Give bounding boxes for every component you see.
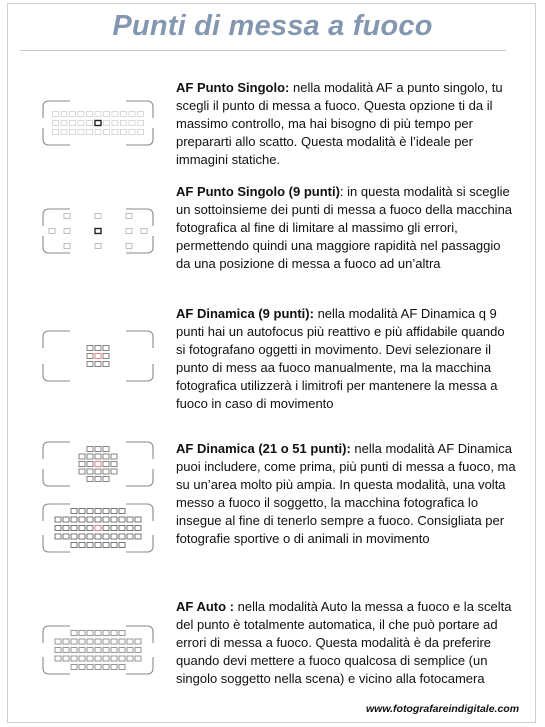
focus-point (95, 477, 101, 482)
focus-point (95, 121, 101, 126)
section-single-point (176, 79, 516, 169)
focus-point (63, 517, 69, 522)
focus-point (112, 121, 118, 126)
focus-point (64, 229, 70, 234)
focus-point (95, 214, 101, 219)
focus-point (61, 121, 67, 126)
focus-point (71, 656, 77, 661)
focus-point (95, 362, 101, 367)
focus-point (87, 447, 93, 452)
focus-point (70, 112, 76, 117)
focus-point (63, 526, 69, 531)
focus-point (95, 346, 101, 351)
focus-point (87, 526, 93, 531)
focus-point (103, 477, 109, 482)
focus-point (119, 665, 125, 670)
section-body: nella modalità AF Dinamica q 9 punti hai un autofocus più reattivo e più affidabile quando si fotografano oggetti in movimento. Devi selezionare il punto di mess aa fuoco manualmente, ma la macchina fotografica utilizzerà i limitrofi per mantenere la messa a fuoco in caso di movimento (176, 306, 505, 411)
focus-point (129, 121, 135, 126)
focus-point (55, 639, 61, 644)
focus-point (61, 130, 67, 135)
focus-point (79, 469, 85, 474)
focus-point (71, 534, 77, 539)
focus-point (119, 517, 125, 522)
focus-point (95, 130, 101, 135)
focus-point (55, 656, 61, 661)
focus-point (126, 214, 132, 219)
focus-point (70, 121, 76, 126)
focus-point (103, 346, 109, 351)
focus-point (95, 454, 101, 459)
title-divider (20, 50, 506, 51)
focus-point (95, 462, 101, 467)
focus-point (49, 229, 55, 234)
focus-point (87, 469, 93, 474)
focus-point (135, 526, 141, 531)
focus-point (95, 469, 101, 474)
focus-point (53, 121, 59, 126)
focus-point (103, 631, 109, 636)
focus-point (95, 244, 101, 249)
focus-point (135, 639, 141, 644)
focus-point (138, 130, 144, 135)
focus-point (129, 112, 135, 117)
focus-point (119, 534, 125, 539)
focus-point (87, 346, 93, 351)
viewfinder-dynamic-51-points-icon (42, 503, 154, 553)
focus-point (95, 229, 101, 234)
viewfinder-single-point-icon (42, 100, 154, 146)
focus-point (79, 648, 85, 653)
focus-point (95, 112, 101, 117)
focus-point (135, 517, 141, 522)
section-body: nella modalità Auto la messa a fuoco e la scelta del punto è totalmente automatica, il che può portare ad errori di messa a fuoco. Questa modalità è da preferire quando devi mettere a fuoco qualcosa di semplice (un singolo soggetto nella scena) e vicino alla fotocamera (176, 599, 512, 686)
focus-point (78, 130, 84, 135)
focus-point (103, 509, 109, 514)
focus-point (87, 631, 93, 636)
focus-point (79, 462, 85, 467)
focus-point (63, 534, 69, 539)
focus-point (111, 454, 117, 459)
focus-point (119, 543, 125, 548)
focus-point (87, 362, 93, 367)
focus-point (138, 112, 144, 117)
section-auto (176, 598, 516, 688)
focus-point (95, 648, 101, 653)
focus-point (111, 469, 117, 474)
focus-point (63, 639, 69, 644)
section-single-9-points (176, 183, 516, 273)
focus-point (103, 656, 109, 661)
focus-point (103, 665, 109, 670)
focus-point (135, 534, 141, 539)
focus-point (71, 631, 77, 636)
section-heading: AF Punto Singolo (9 punti) (176, 184, 340, 199)
focus-point (126, 244, 132, 249)
focus-point (103, 362, 109, 367)
viewfinder-corner (126, 331, 153, 348)
viewfinder-auto-icon (42, 625, 154, 675)
focus-point (127, 534, 133, 539)
focus-point (104, 112, 110, 117)
focus-point (87, 534, 93, 539)
viewfinder-corner (126, 364, 153, 381)
focus-point (103, 543, 109, 548)
focus-point (87, 648, 93, 653)
focus-point (63, 648, 69, 653)
focus-point (111, 648, 117, 653)
focus-point (53, 112, 59, 117)
focus-point (79, 665, 85, 670)
focus-point (95, 534, 101, 539)
section-dynamic-21-51-points (176, 440, 516, 548)
focus-point (111, 462, 117, 467)
focus-point (95, 517, 101, 522)
focus-point (121, 112, 127, 117)
focus-point (71, 517, 77, 522)
focus-point (135, 648, 141, 653)
page-title: Punti di messa a fuoco (112, 10, 433, 42)
viewfinder-corner (126, 442, 153, 459)
viewfinder-single-9-points-icon (42, 208, 154, 254)
focus-point (127, 648, 133, 653)
focus-point (87, 477, 93, 482)
focus-point (119, 509, 125, 514)
focus-point (95, 665, 101, 670)
viewfinder-corner (126, 469, 153, 486)
focus-point (61, 112, 67, 117)
focus-point (63, 656, 69, 661)
focus-point (87, 112, 93, 117)
focus-point (79, 543, 85, 548)
focus-point (111, 543, 117, 548)
focus-point (119, 526, 125, 531)
focus-point (127, 639, 133, 644)
focus-point (129, 130, 135, 135)
focus-point (79, 509, 85, 514)
focus-point (103, 469, 109, 474)
focus-point (55, 517, 61, 522)
focus-point (87, 656, 93, 661)
focus-point (87, 121, 93, 126)
viewfinder-corner (43, 364, 70, 381)
focus-point (71, 526, 77, 531)
focus-point (79, 639, 85, 644)
focus-point (103, 639, 109, 644)
focus-point (87, 462, 93, 467)
focus-point (78, 112, 84, 117)
focus-point (79, 517, 85, 522)
focus-point (87, 639, 93, 644)
focus-point (53, 130, 59, 135)
focus-point (119, 639, 125, 644)
focus-point (111, 509, 117, 514)
focus-point (95, 509, 101, 514)
focus-point (95, 639, 101, 644)
focus-point (111, 631, 117, 636)
focus-point (103, 354, 109, 359)
focus-point (71, 543, 77, 548)
focus-point (95, 354, 101, 359)
focus-point (111, 639, 117, 644)
focus-point (87, 665, 93, 670)
viewfinder-corner (43, 469, 70, 486)
focus-point (79, 526, 85, 531)
section-heading: AF Punto Singolo: (176, 80, 290, 95)
focus-point (121, 121, 127, 126)
focus-point (79, 534, 85, 539)
focus-point (95, 656, 101, 661)
focus-point (103, 517, 109, 522)
viewfinder-dynamic-9-points-icon (42, 330, 154, 382)
focus-point (87, 543, 93, 548)
focus-point (79, 656, 85, 661)
focus-point (111, 534, 117, 539)
focus-point (103, 534, 109, 539)
focus-point (119, 648, 125, 653)
focus-point (78, 121, 84, 126)
focus-point (55, 526, 61, 531)
section-heading: AF Dinamica (9 punti): (176, 306, 314, 321)
section-body: nella modalità AF Dinamica puoi includere, come prima, più punti di messa a fuoco, ma su un’area molto più ampia. In questa modalità, una volta messo a fuoco il soggetto, la macchina fotografica lo insegue al fine di tenerlo sempre a fuoco. Consigliata per fotografie sportive o di animali in movimento (176, 441, 516, 546)
footer-site: www.fotografareindigitale.com (366, 703, 520, 715)
focus-point (135, 656, 141, 661)
focus-point (121, 130, 127, 135)
viewfinder-corner (43, 331, 70, 348)
focus-point (111, 517, 117, 522)
focus-point (71, 639, 77, 644)
focus-point (87, 517, 93, 522)
viewfinder-dynamic-21-points-icon (42, 441, 154, 487)
section-heading: AF Auto : (176, 599, 234, 614)
focus-point (111, 665, 117, 670)
focus-point (103, 462, 109, 467)
focus-point (127, 526, 133, 531)
focus-point (71, 665, 77, 670)
focus-point (64, 244, 70, 249)
focus-point (87, 130, 93, 135)
focus-point (127, 517, 133, 522)
focus-point (138, 121, 144, 126)
focus-point (103, 526, 109, 531)
focus-point (119, 656, 125, 661)
focus-point (71, 509, 77, 514)
focus-point (111, 656, 117, 661)
focus-point (71, 648, 77, 653)
focus-point (87, 454, 93, 459)
focus-point (103, 454, 109, 459)
focus-point (87, 354, 93, 359)
section-body: : in questa modalità si sceglie un sottoinsieme dei punti di messa a fuoco della macchina fotografica al fine di limitare al massimo gli errori, permettendo quindi una maggiore rapidità nel passaggio da una posizione di messa a fuoco ad un’altra (176, 184, 513, 271)
focus-point (95, 543, 101, 548)
focus-point (127, 656, 133, 661)
focus-point (64, 214, 70, 219)
section-dynamic-9-points (176, 305, 516, 413)
focus-point (79, 631, 85, 636)
focus-point (79, 454, 85, 459)
focus-point (104, 121, 110, 126)
focus-point (95, 526, 101, 531)
focus-point (95, 447, 101, 452)
focus-point (55, 534, 61, 539)
focus-point (103, 648, 109, 653)
focus-point (112, 130, 118, 135)
focus-point (87, 509, 93, 514)
focus-point (112, 112, 118, 117)
focus-point (141, 229, 147, 234)
focus-point (55, 648, 61, 653)
focus-point (95, 631, 101, 636)
section-heading: AF Dinamica (21 o 51 punti): (176, 441, 351, 456)
focus-point (119, 631, 125, 636)
section-body: nella modalità AF a punto singolo, tu scegli il punto di messa a fuoco. Questa opzione ti da il massimo controllo, ma hai bisogno di più tempo per prepararti allo scatto. Questa modalità è l’ideale per immagini statiche. (176, 80, 503, 167)
focus-point (70, 130, 76, 135)
focus-point (111, 526, 117, 531)
viewfinder-corner (43, 442, 70, 459)
focus-point (126, 229, 132, 234)
focus-point (103, 447, 109, 452)
focus-point (104, 130, 110, 135)
